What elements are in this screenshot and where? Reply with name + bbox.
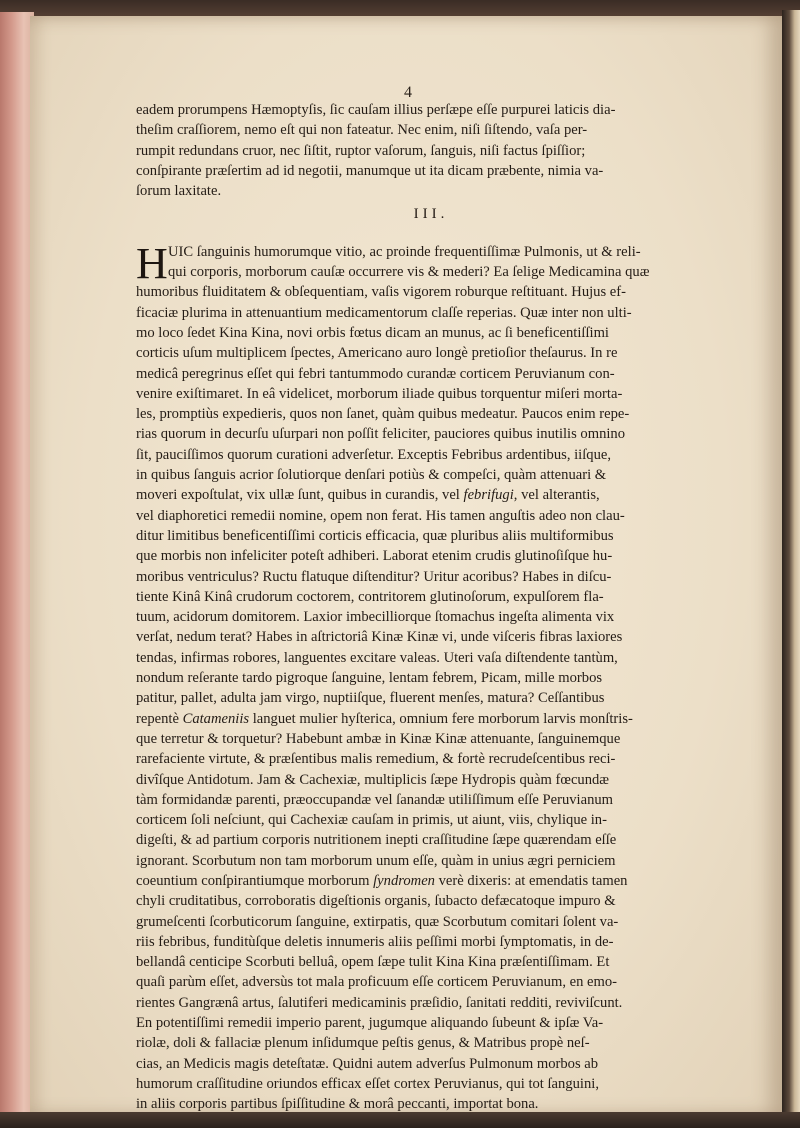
text-line: riolæ, doli & fallaciæ plenum inſidumque peſtis genus, & Matribus propè neſ- bbox=[136, 1035, 590, 1052]
text-line: cias, an Medicis magis deteſtatæ. Quidni autem adverſus Pulmonum morbos ab bbox=[136, 1055, 599, 1072]
text-line: rientes Gangrænâ artus, ſalutiferi medicaminis præſidio, ſanitati redditi, reviviſcunt. bbox=[136, 994, 623, 1011]
text-line: moribus ventriculus? Ructu flatuque diſtenditur? Uritur acoribus? Habes in diſcu- bbox=[136, 568, 612, 585]
text-line: grumeſcenti ſcorbuticorum ſanguine, extirpatis, quæ Scorbutum comitari ſolent va- bbox=[136, 913, 619, 930]
text-line-mixed bbox=[136, 485, 726, 505]
text-line: qui corporis, morborum cauſæ occurrere vis & mederi? Ea ſelige Medicamina quæ bbox=[168, 264, 650, 281]
text-line: theſim craſſiorem, nemo eſt qui non fateatur. Nec enim, niſi ſiſtendo, vaſa per- bbox=[136, 122, 588, 139]
text-line: eadem prorumpens Hæmoptyſis, ſic cauſam illius perſæpe eſſe purpurei laticis dia- bbox=[136, 102, 616, 118]
text-line: digeſti, & ad partium corporis nutritionem inepti craſſitudine ſæpe quærendam eſſe bbox=[136, 832, 617, 849]
text-line: divîſque Antidotum. Jam & Cachexiæ, multiplicis ſæpe Hydropis quàm fœcundæ bbox=[136, 771, 610, 788]
text-line: quaſi parùm eſſet, adversùs tot mala proficuum eſſe corticem Peruvianum, en emo- bbox=[136, 974, 618, 991]
text-line: ſit, pauciſſimos quorum curationi adverſetur. Exceptis Febribus ardentibus, iiſque, bbox=[136, 446, 612, 463]
text-line: bellandâ centicipe Scorbuti belluâ, opem ſæpe tulit Kina Kina præſentiſſimam. Et bbox=[136, 954, 610, 971]
section-heading: III. bbox=[413, 206, 449, 223]
text-line: que terretur & torquetur? Habebunt ambæ in Kinæ Kinæ attenuante, ſanguinemque bbox=[136, 730, 621, 747]
page-number: 4 bbox=[404, 84, 412, 101]
text-line: tendas, infirmas robores, languentes excitare valeas. Uteri vaſa diſtendente tantùm, bbox=[136, 649, 618, 666]
text-line: rarefaciente virtute, & præſentibus malis remedium, & fortè recrudeſcentibus reci- bbox=[136, 751, 616, 768]
text-line: rias quorum in decurſu uſurpari non poſſit feliciter, pauciores quibus inutilis omnino bbox=[136, 426, 626, 443]
body-text bbox=[136, 100, 726, 1115]
text-line: mo loco ſedet Kina Kina, novi orbis fœtus dicam an munus, ac ſi beneficentiſſimi bbox=[136, 324, 609, 341]
text-line-mixed bbox=[136, 709, 726, 729]
text-line-content: UIC ſanguinis humorumque vitio, ac proinde frequentiſſimæ Pulmonis, ut & reli- bbox=[168, 243, 641, 260]
text-line: ditur limitibus beneficentiſſimi corticis efficacia, quæ pluribus aliis multiformibus bbox=[136, 527, 614, 544]
italic-word: ſyndromen bbox=[373, 872, 435, 889]
text-line: in quibus ſanguis acrior ſolutiorque denſari potiùs & compeſci, quàm attenuari & bbox=[136, 467, 607, 484]
text-line-mixed bbox=[136, 871, 726, 891]
text-line: humoribus fluiditatem & obſequentiam, vaſis vigorem roburque reſtituant. Hujus ef- bbox=[136, 284, 627, 301]
text-line: chyli cruditatibus, corroboratis digeſtionis organis, ſubacto defæcatoque impuro & bbox=[136, 893, 616, 910]
text-line: riis febribus, funditùſque deletis innumeris aliis peſſimi morbi ſymptomatis, in de- bbox=[136, 933, 614, 950]
text-line: corticem ſoli neſciunt, qui Cachexiæ cauſam in primis, ut aiunt, viis, chylique in- bbox=[136, 812, 607, 829]
text-line: tiente Kinâ Kinâ crudorum coctorem, contritorem glutinoſorum, expulſorem fla- bbox=[136, 588, 604, 605]
text-segment: moveri expoſtulat, vix ullæ ſunt, quibus in curandis, vel bbox=[136, 487, 464, 504]
text-segment: verè dixeris: at emendatis tamen bbox=[434, 872, 628, 889]
text-line: que morbis non infeliciter poteſt adhiberi. Laborat etenim crudis glutinoſiſque hu- bbox=[136, 548, 613, 565]
text-line: les, promptiùs expedieris, quos non ſanet, quàm quibus medeatur. Paucos enim repe- bbox=[136, 406, 630, 423]
text-line: vel diaphoretici remedii nomine, opem non ferat. His tamen anguſtis adeo non clau- bbox=[136, 507, 625, 524]
text-line: humorum craſſitudine oriundos efficax eſſet cortex Peruvianus, qui tot ſanguini, bbox=[136, 1075, 599, 1092]
text-segment: languet mulier hyſterica, omnium fere morborum larvis monſtris- bbox=[249, 710, 633, 727]
book-edge-left bbox=[0, 12, 34, 1128]
text-line: venire exiſtimaret. In eâ videlicet, morborum iliade quibus torquentur miſeri morta- bbox=[136, 385, 623, 402]
text-line: corticis uſum multiplicem ſpectes, Americano auro longè pretioſior theſaurus. In re bbox=[136, 345, 618, 362]
text-segment: , vel alterantis, bbox=[513, 487, 600, 504]
text-line: tàm formidandæ parenti, præoccupandæ vel ſanandæ utiliſſimum eſſe Peruvianum bbox=[136, 791, 614, 808]
text-segment: coeuntium conſpirantiumque morborum bbox=[136, 872, 374, 889]
text-line: rumpit redundans cruor, nec ſiſtit, ruptor vaſorum, ſanguis, niſi factus ſpiſſior; bbox=[136, 142, 586, 159]
text-line: conſpirante præſertim ad id negotii, manumque ut ita dicam præbente, nimia va- bbox=[136, 162, 604, 179]
text-line: ignorant. Scorbutum non tam morborum unum eſſe, quàm in unius ægri perniciem bbox=[136, 852, 616, 869]
text-line: tuum, acidorum domitorem. Laxior imbecilliorque ſtomachus ingeſta alimenta vix bbox=[136, 609, 615, 626]
text-line: patitur, pallet, adulta jam virgo, nuptiiſque, fluerent menſes, matura? Ceſſantibus bbox=[136, 690, 605, 707]
text-line: En potentiſſimi remedii imperio parent, jugumque aliquando ſubeunt & ipſæ Va- bbox=[136, 1015, 604, 1032]
text-segment: repentè bbox=[136, 710, 183, 727]
text-line: medicâ peregrinus eſſet qui febri tantummodo curandæ corticem Peruvianum con- bbox=[136, 365, 615, 382]
text-line: ficaciæ plurima in attenuantium medicamentorum claſſe reperias. Quæ inter non ulti- bbox=[136, 304, 632, 321]
text-line: nondum reſerante tardo pigroque ſanguine, lentam febrem, Picam, mille morbos bbox=[136, 670, 603, 687]
italic-word: Catameniis bbox=[182, 710, 250, 727]
text-line: ſorum laxitate. bbox=[136, 183, 222, 200]
text-line: in aliis corporis partibus ſpiſſitudine & morâ peccanti, importat bona. bbox=[136, 1096, 539, 1113]
book-edge-right bbox=[782, 10, 800, 1128]
italic-word: febrifugi bbox=[463, 487, 514, 504]
drop-cap: H bbox=[136, 238, 168, 288]
text-line: verſat, nedum terat? Habes in aſtrictoriâ Kinæ Kinæ vi, unde viſceris fibras laxiores bbox=[136, 629, 623, 646]
